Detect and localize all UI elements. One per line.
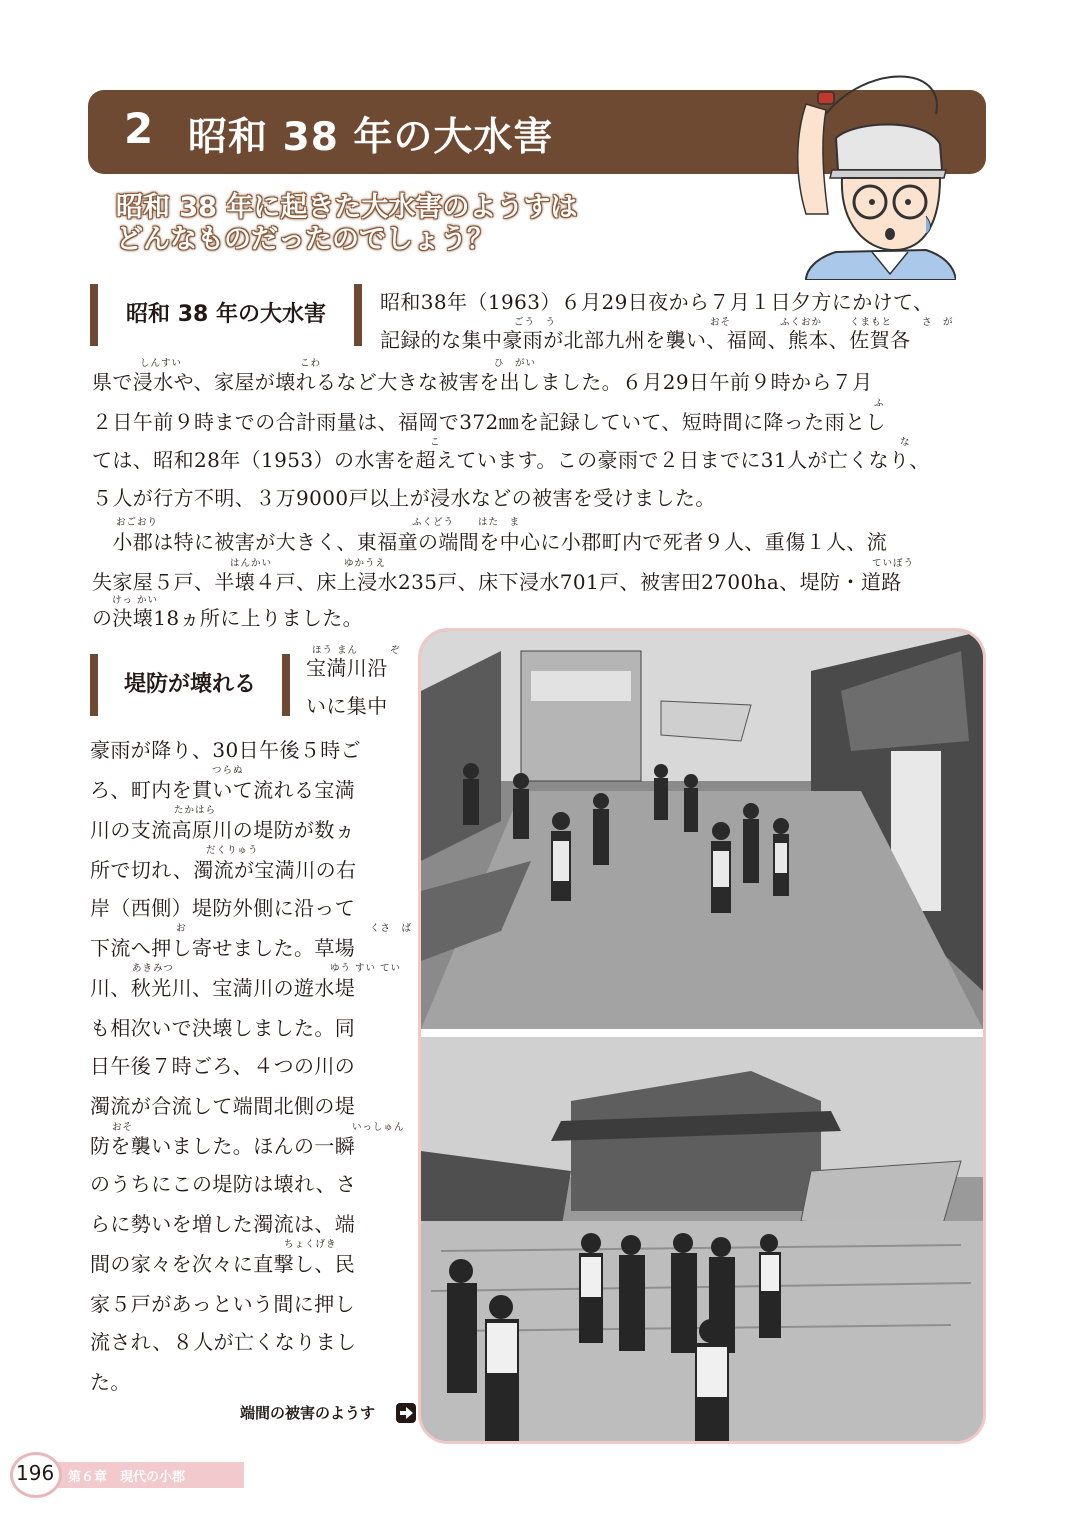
ruby: くまもと — [850, 317, 893, 328]
ruby: ほう まん — [312, 645, 359, 656]
ruby: だくりゅう — [206, 845, 259, 856]
chapter-label: 第６章 現代の小郡 — [68, 1470, 186, 1485]
text-line: らに勢いを増した濁流は、端 — [90, 1212, 356, 1236]
text-line: ては、昭和28年（1953）の水害を超えています。この豪雨で２日までに31人が亡くなり、 — [92, 448, 930, 472]
ruby: つらぬ — [212, 765, 244, 776]
flood-photo-street — [421, 631, 983, 1441]
text-line: のうちにこの堤防は壊れ、さ — [90, 1172, 357, 1196]
text-line: ろ、町内を貫いて流れる宝満 — [90, 778, 356, 802]
text-line: も相次いで決壊しました。同 — [90, 1016, 356, 1040]
ruby: ゆかうえ — [344, 558, 387, 569]
ruby: こ — [430, 437, 441, 448]
text-line: 岸（西側）堤防外側に沿って — [90, 896, 356, 920]
text-line: 川、秋光川、宝満川の遊水堤 — [90, 976, 356, 1000]
ruby: ふ — [874, 398, 885, 409]
boy-illustration — [776, 74, 956, 280]
page-number: 196 — [16, 1461, 55, 1485]
text-line: 所で切れ、濁流が宝満川の右 — [90, 858, 357, 882]
text-line: 県で浸水や、家屋が壊れるなど大きな被害を出しました。６月29日午前９時から７月 — [92, 370, 873, 394]
ruby: おそ — [112, 1122, 134, 1133]
text-line: の決壊18ヵ所に上りました。 — [92, 606, 364, 630]
ruby: ゆう すい てい — [330, 963, 402, 974]
text-line: ２日午前９時までの合計雨量は、福岡で372㎜を記録していて、短時間に降った雨とし — [92, 410, 886, 434]
ruby: ぞ — [390, 645, 401, 656]
ruby: はた ま — [478, 517, 521, 528]
ruby: たかはら — [174, 805, 217, 816]
text-line: 家５戸があっという間に押し — [90, 1292, 355, 1316]
text-line: 日午後７時ごろ、４つの川の — [90, 1054, 356, 1078]
ruby: おそ — [710, 317, 732, 328]
text-line: ５人が行方不明、３万9000戸以上が浸水などの被害を受けました。 — [92, 486, 716, 510]
ruby: ていぼう — [872, 558, 915, 569]
section-title: 昭和 38 年の大水害 — [188, 115, 554, 160]
ruby: ひ がい — [494, 358, 537, 369]
lead-question — [116, 192, 636, 256]
ruby: お — [176, 923, 187, 934]
photo-caption: 端間の被害のようす — [240, 1404, 376, 1422]
ruby: ふくどう — [412, 517, 455, 528]
lead-line: 昭和 38 年に起きた大水害のようすは — [116, 192, 578, 223]
heading-embankment: 堤防が壊れる — [90, 654, 290, 716]
text-line: 昭和38年（1963）６月29日夜から７月１日夕方にかけて、 — [380, 290, 934, 314]
ruby: はんかい — [230, 558, 273, 569]
text-line: 宝満川沿 — [306, 656, 388, 680]
ruby: あきみつ — [132, 963, 174, 974]
text-line: 豪雨が降り、30日午後５時ご — [90, 738, 362, 762]
ruby: ちょくげき — [284, 1239, 337, 1250]
ruby: さ が — [922, 317, 954, 328]
ruby: ごう う — [514, 317, 557, 328]
text-line: 防を襲いました。ほんの一瞬 — [90, 1134, 356, 1158]
text-line: いに集中 — [306, 694, 388, 718]
text-line: 川の支流高原川の堤防が数ヵ — [90, 818, 356, 842]
ruby: いっしゅん — [352, 1122, 405, 1133]
flood-photos — [418, 628, 986, 1444]
text-line: 濁流が合流して端間北側の堤 — [90, 1094, 356, 1118]
ruby: ふくおか — [780, 317, 823, 328]
section-number: 2 — [124, 104, 154, 153]
text-line: 下流へ押し寄せました。草場 — [90, 936, 356, 960]
ruby: しんすい — [140, 358, 183, 369]
arrow-right-icon — [396, 1403, 416, 1423]
ruby: な — [900, 437, 911, 448]
text-line: 失家屋５戸、半壊４戸、床上浸水235戸、床下浸水701戸、被害田2700ha、堤防・道路 — [92, 570, 902, 594]
ruby: こわ — [300, 358, 322, 369]
text-line: 間の家々を次々に直撃し、民 — [90, 1252, 356, 1276]
ruby: けっ かい — [112, 595, 159, 606]
lead-line: どんなものだったのでしょう？ — [116, 224, 494, 255]
text-line: 流され、８人が亡くなりまし — [90, 1330, 357, 1354]
text-line: た。 — [90, 1370, 131, 1394]
heading-flood: 昭和 38 年の大水害 — [90, 284, 362, 346]
ruby: くさ ば — [370, 923, 413, 934]
text-line: 小郡は特に被害が大きく、東福童の端間を中心に小郡町内で死者９人、重傷１人、流 — [92, 530, 888, 554]
ruby: おごおり — [116, 517, 159, 528]
text-line: 記録的な集中豪雨が北部九州を襲い、福岡、熊本、佐賀各 — [380, 328, 911, 352]
